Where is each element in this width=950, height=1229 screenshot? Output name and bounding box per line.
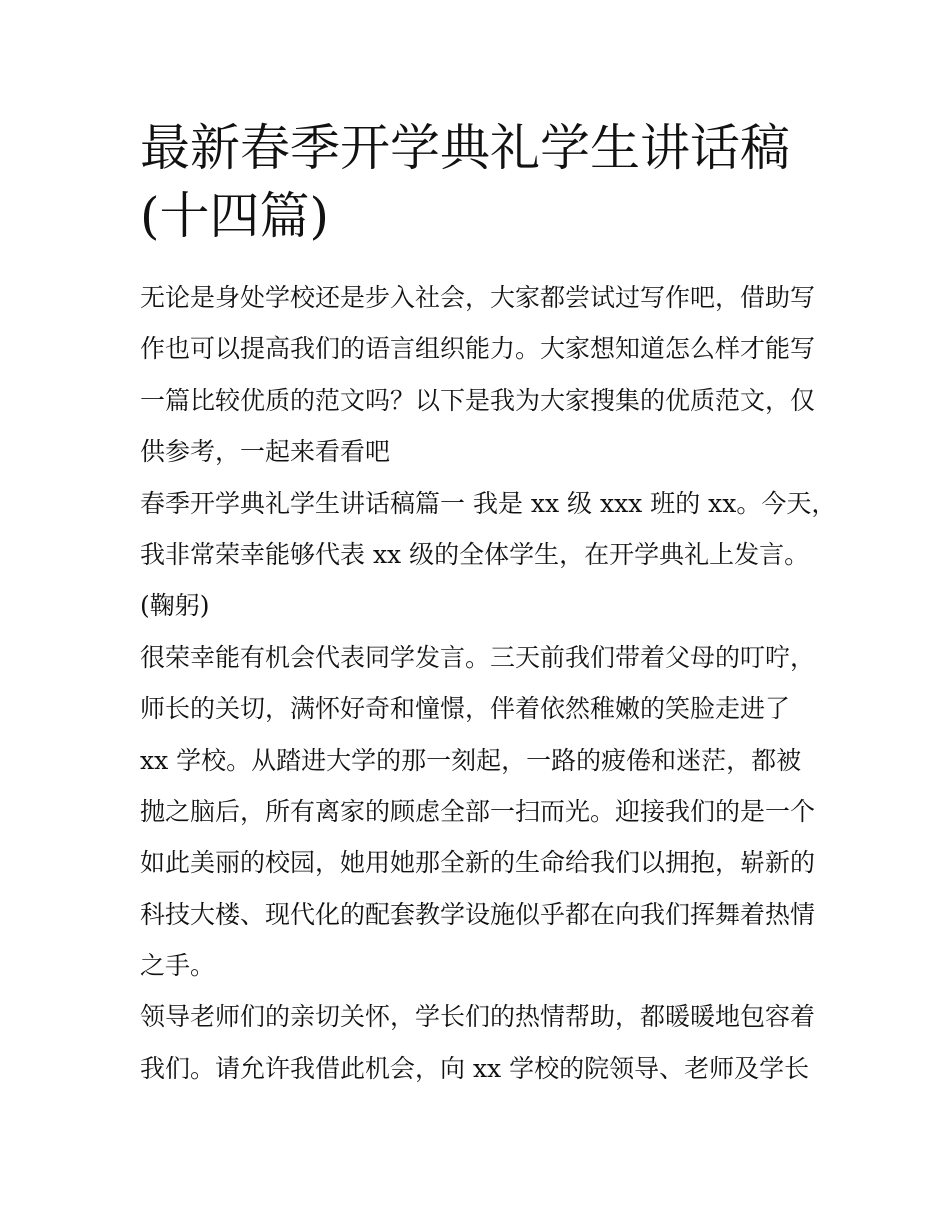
text-line: 春季开学典礼学生讲话稿篇一 我是 xx 级 xxx 班的 xx。今天， xyxy=(140,488,837,518)
text-line: 之手。 xyxy=(140,951,216,981)
title-line: 最新春季开学典礼学生讲话稿 xyxy=(140,119,790,177)
text-line: 师长的关切，满怀好奇和憧憬，伴着依然稚嫩的笑脸走进了 xyxy=(140,694,791,724)
text-line: 很荣幸能有机会代表同学发言。三天前我们带着父母的叮咛， xyxy=(140,642,816,672)
text-line: 我们。请允许我借此机会，向 xx 学校的院领导、老师及学长 xyxy=(140,1053,810,1083)
text-line: 领导老师们的亲切关怀，学长们的热情帮助，都暖暖地包容着 xyxy=(140,1002,816,1032)
text-line: 无论是身处学校还是步入社会，大家都尝试过写作吧，借助写 xyxy=(140,283,816,312)
text-line: 供参考，一起来看看吧 xyxy=(140,437,391,467)
text-line: 抛之脑后，所有离家的顾虑全部一扫而光。迎接我们的是一个 xyxy=(140,796,816,826)
document-content xyxy=(140,114,837,1094)
text-line: 科技大楼、现代化的配套教学设施似乎都在向我们挥舞着热情 xyxy=(140,899,816,929)
text-line: xx 学校。从踏进大学的那一刻起，一路的疲倦和迷茫，都被 xyxy=(140,745,802,775)
text-line: 一篇比较优质的范文吗？以下是我为大家搜集的优质范文，仅 xyxy=(140,385,816,415)
text-line: (鞠躬) xyxy=(140,591,210,621)
document-title xyxy=(140,114,830,250)
title-line: (十四篇) xyxy=(140,187,330,245)
text-line: 如此美丽的校园，她用她那全新的生命给我们以拥抱，崭新的 xyxy=(140,848,816,878)
text-line: 作也可以提高我们的语言组织能力。大家想知道怎么样才能写 xyxy=(140,334,816,364)
document-body xyxy=(140,272,837,1094)
text-line: 我非常荣幸能够代表 xx 级的全体学生，在开学典礼上发言。 xyxy=(140,539,810,569)
